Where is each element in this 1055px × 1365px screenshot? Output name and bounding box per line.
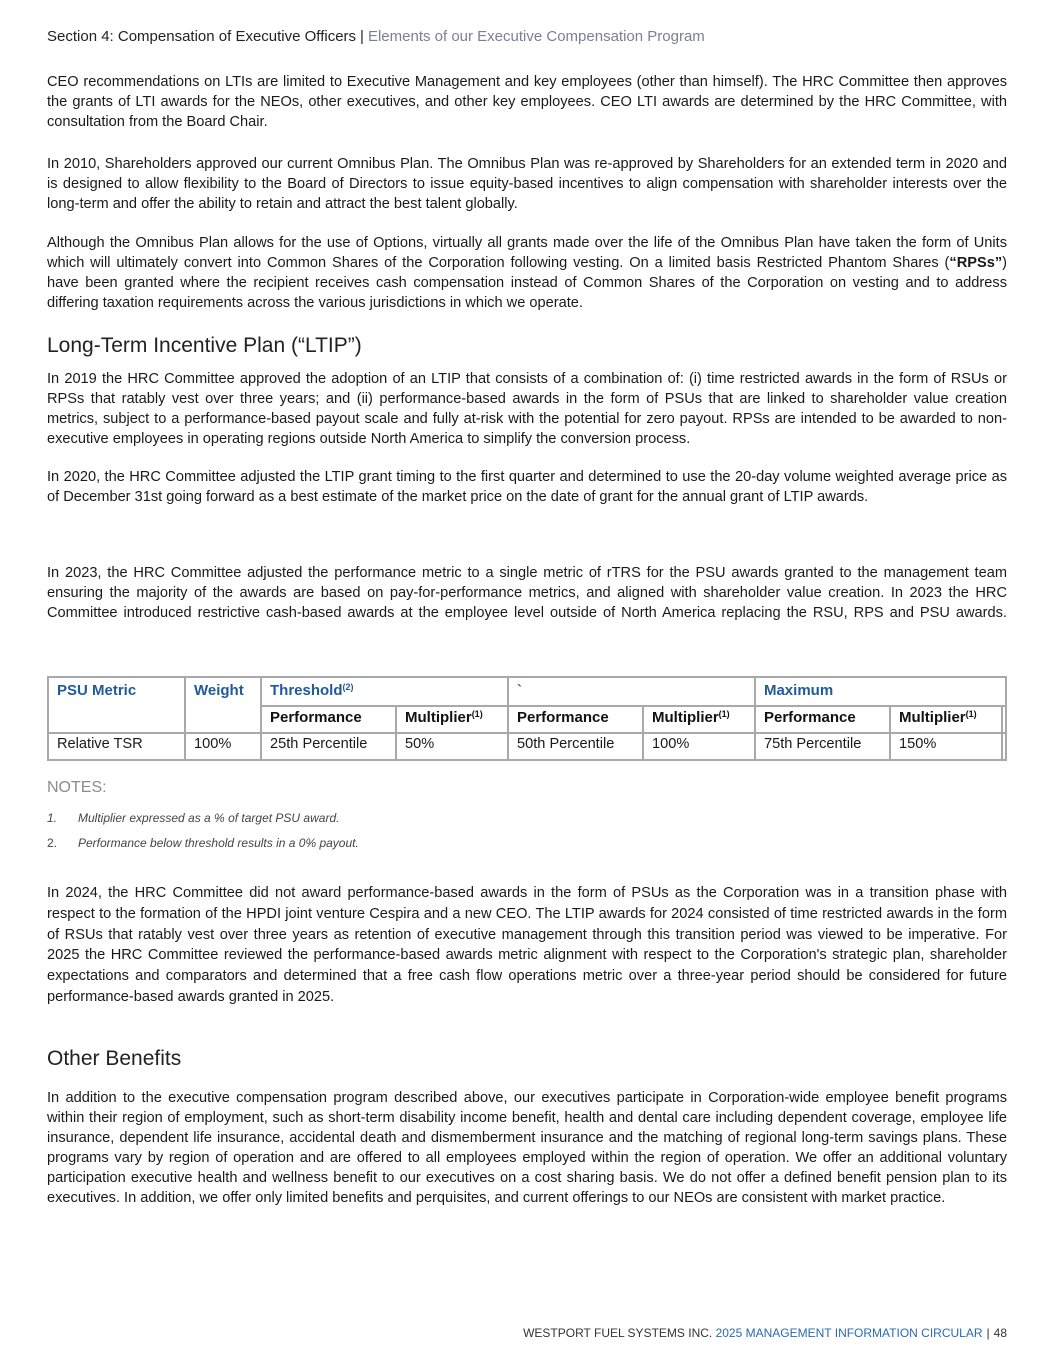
header-separator: | <box>360 28 364 45</box>
subheader-target-multiplier: Multiplier$^{(1)}$ <box>643 706 755 733</box>
heading-other-benefits: Other Benefits <box>47 1047 182 1070</box>
footer-separator: | <box>986 1326 990 1340</box>
note-text: Multiplier expressed as a % of target PSU award. <box>78 811 340 825</box>
header-weight: Weight <box>185 677 261 733</box>
page-footer <box>523 1326 1007 1340</box>
note-number: 2. <box>47 836 58 850</box>
subsection-title: Elements of our Executive Compensation Program <box>367 28 705 45</box>
table-spacer-cell <box>1002 733 1006 760</box>
footnote-ref: (2) <box>342 682 354 692</box>
notes-title: NOTES: <box>47 779 107 796</box>
paragraph-ltip-2019: In 2019 the HRC Committee approved the adoption of an LTIP that consists of a combination of: (i) time restricted awards in the form of RSUs or RPSs that ratably vest over three years; and (ii) performance-based awards in the form of PSUs that are linked to shareholder value creation metrics, subject to a performance-based payout scale and fully at-risk with the potential for zero payout. RPSs are intended to be awarded to non-executive employees in operating regions outside North America to simplify the conversion process. <box>47 371 1007 447</box>
subheader-maximum-multiplier: Multiplier$^{(1)}$ <box>890 706 1002 733</box>
subheader-target-performance: Performance <box>508 706 643 733</box>
footnote-ref: (1) <box>965 709 977 719</box>
defined-term-rpss: “RPSs” <box>949 255 1003 271</box>
footer-publication: 2025 MANAGEMENT INFORMATION CIRCULAR <box>715 1326 983 1340</box>
footnote-ref: (1) <box>718 709 730 719</box>
paragraph-ltip-2020: In 2020, the HRC Committee adjusted the LTIP grant timing to the first quarter and determined to use the 20-day volume weighted average price as of December 31st going forward as a best estimate of the market price on the date of grant for the annual grant of LTIP awards. <box>47 469 1007 505</box>
table-spacer-cell <box>1002 706 1006 733</box>
cell-target-multiplier: 100% <box>643 733 755 760</box>
page-number: 48 <box>993 1326 1007 1340</box>
cell-metric: Relative TSR <box>48 733 185 760</box>
footnote-ref: (1) <box>471 709 483 719</box>
header-threshold: Threshold$^{(2)}$ <box>261 677 508 706</box>
paragraph-text: ) have been granted where the recipient receives cash compensation instead of Common Shares of the Corporation on vesting and to address differing taxation requirements across the various jurisdictions in which we operate. <box>47 255 1007 311</box>
section-title: Section 4: Compensation of Executive Officers <box>47 28 357 45</box>
paragraph-units-rps <box>47 233 1007 313</box>
header-psu-metric: PSU Metric <box>48 677 185 733</box>
header-target: ` <box>508 677 755 706</box>
paragraph-omnibus-plan: In 2010, Shareholders approved our current Omnibus Plan. The Omnibus Plan was re-approved by Shareholders for an extended term in 2020 and is designed to allow flexibility to the Board of Directors to issue equity-based incentives to align compensation with shareholder interests over the long-term and offer the ability to retain and attract the best talent globally. <box>47 156 1007 212</box>
table-row <box>48 733 1006 760</box>
cell-threshold-performance: 25th Percentile <box>261 733 396 760</box>
header-maximum: Maximum <box>755 677 1006 706</box>
note-number: 1. <box>47 811 58 825</box>
note-text: Performance below threshold results in a 0% payout. <box>78 836 359 850</box>
note-item <box>47 811 339 825</box>
cell-weight: 100% <box>185 733 261 760</box>
running-header <box>47 28 705 45</box>
cell-threshold-multiplier: 50% <box>396 733 508 760</box>
paragraph-ltip-2023: In 2023, the HRC Committee adjusted the performance metric to a single metric of rTRS for the PSU awards granted to the management team ensuring the majority of the awards are based on pay-for-performance metrics, and aligned with shareholder value creation. In 2023 the HRC Committee introduced restrictive cash-based awards at the employee level outside of North America replacing the RSU, RPS and PSU awards. <box>47 565 1007 621</box>
table-header-row <box>48 677 1006 706</box>
note-item <box>47 836 359 850</box>
paragraph-ltip-2024: In 2024, the HRC Committee did not award performance-based awards in the form of PSUs as the Corporation was in a transition phase with respect to the formation of the HPDI joint venture Cespira and a new CEO. The LTIP awards for 2024 consisted of time restricted awards in the form of RSUs that ratably vest over three years as retention of executive management through this transition period was viewed to be imperative. For 2025 the HRC Committee reviewed the performance-based awards metric alignment with respect to the Corporation's strategic plan, shareholder expectations and comparators and determined that a free cash flow operations metric over a three-year period should be considered for future performance-based awards granted in 2025. <box>47 885 1007 1005</box>
paragraph-ceo-recommendations: CEO recommendations on LTIs are limited to Executive Management and key employees (other than himself). The HRC Committee then approves the grants of LTI awards for the NEOs, other executives, and other key employees. CEO LTI awards are determined by the HRC Committee, with consultation from the Board Chair. <box>47 74 1007 130</box>
cell-target-performance: 50th Percentile <box>508 733 643 760</box>
subheader-maximum-performance: Performance <box>755 706 890 733</box>
cell-maximum-performance: 75th Percentile <box>755 733 890 760</box>
footer-company: WESTPORT FUEL SYSTEMS INC. <box>523 1326 713 1340</box>
cell-maximum-multiplier: 150% <box>890 733 1002 760</box>
subheader-threshold-performance: Performance <box>261 706 396 733</box>
paragraph-other-benefits: In addition to the executive compensation program described above, our executives participate in Corporation-wide employee benefit programs within their region of employment, such as short-term disability income benefit, health and dental care including dependent coverage, employee life insurance, dependent life insurance, accidental death and dismemberment insurance and the matching of regional long-term savings plans. These programs vary by region of operation and are offered to all employees employed within the region of operation. We offer an additional voluntary participation executive health and wellness benefit to our executives on a cost sharing basis. We do not offer a defined benefit pension plan to its executives. In addition, we offer only limited benefits and perquisites, and current offerings to our NEOs are consistent with market practice. <box>47 1090 1007 1206</box>
heading-ltip: Long-Term Incentive Plan (“LTIP”) <box>47 334 362 357</box>
psu-metric-table <box>47 676 1007 761</box>
paragraph-text: Although the Omnibus Plan allows for the use of Options, virtually all grants made over the life of the Omnibus Plan have taken the form of Units which will ultimately convert into Common Shares of the Corporation following vesting. On a limited basis Restricted Phantom Shares ( <box>47 235 1007 271</box>
subheader-threshold-multiplier: Multiplier$^{(1)}$ <box>396 706 508 733</box>
